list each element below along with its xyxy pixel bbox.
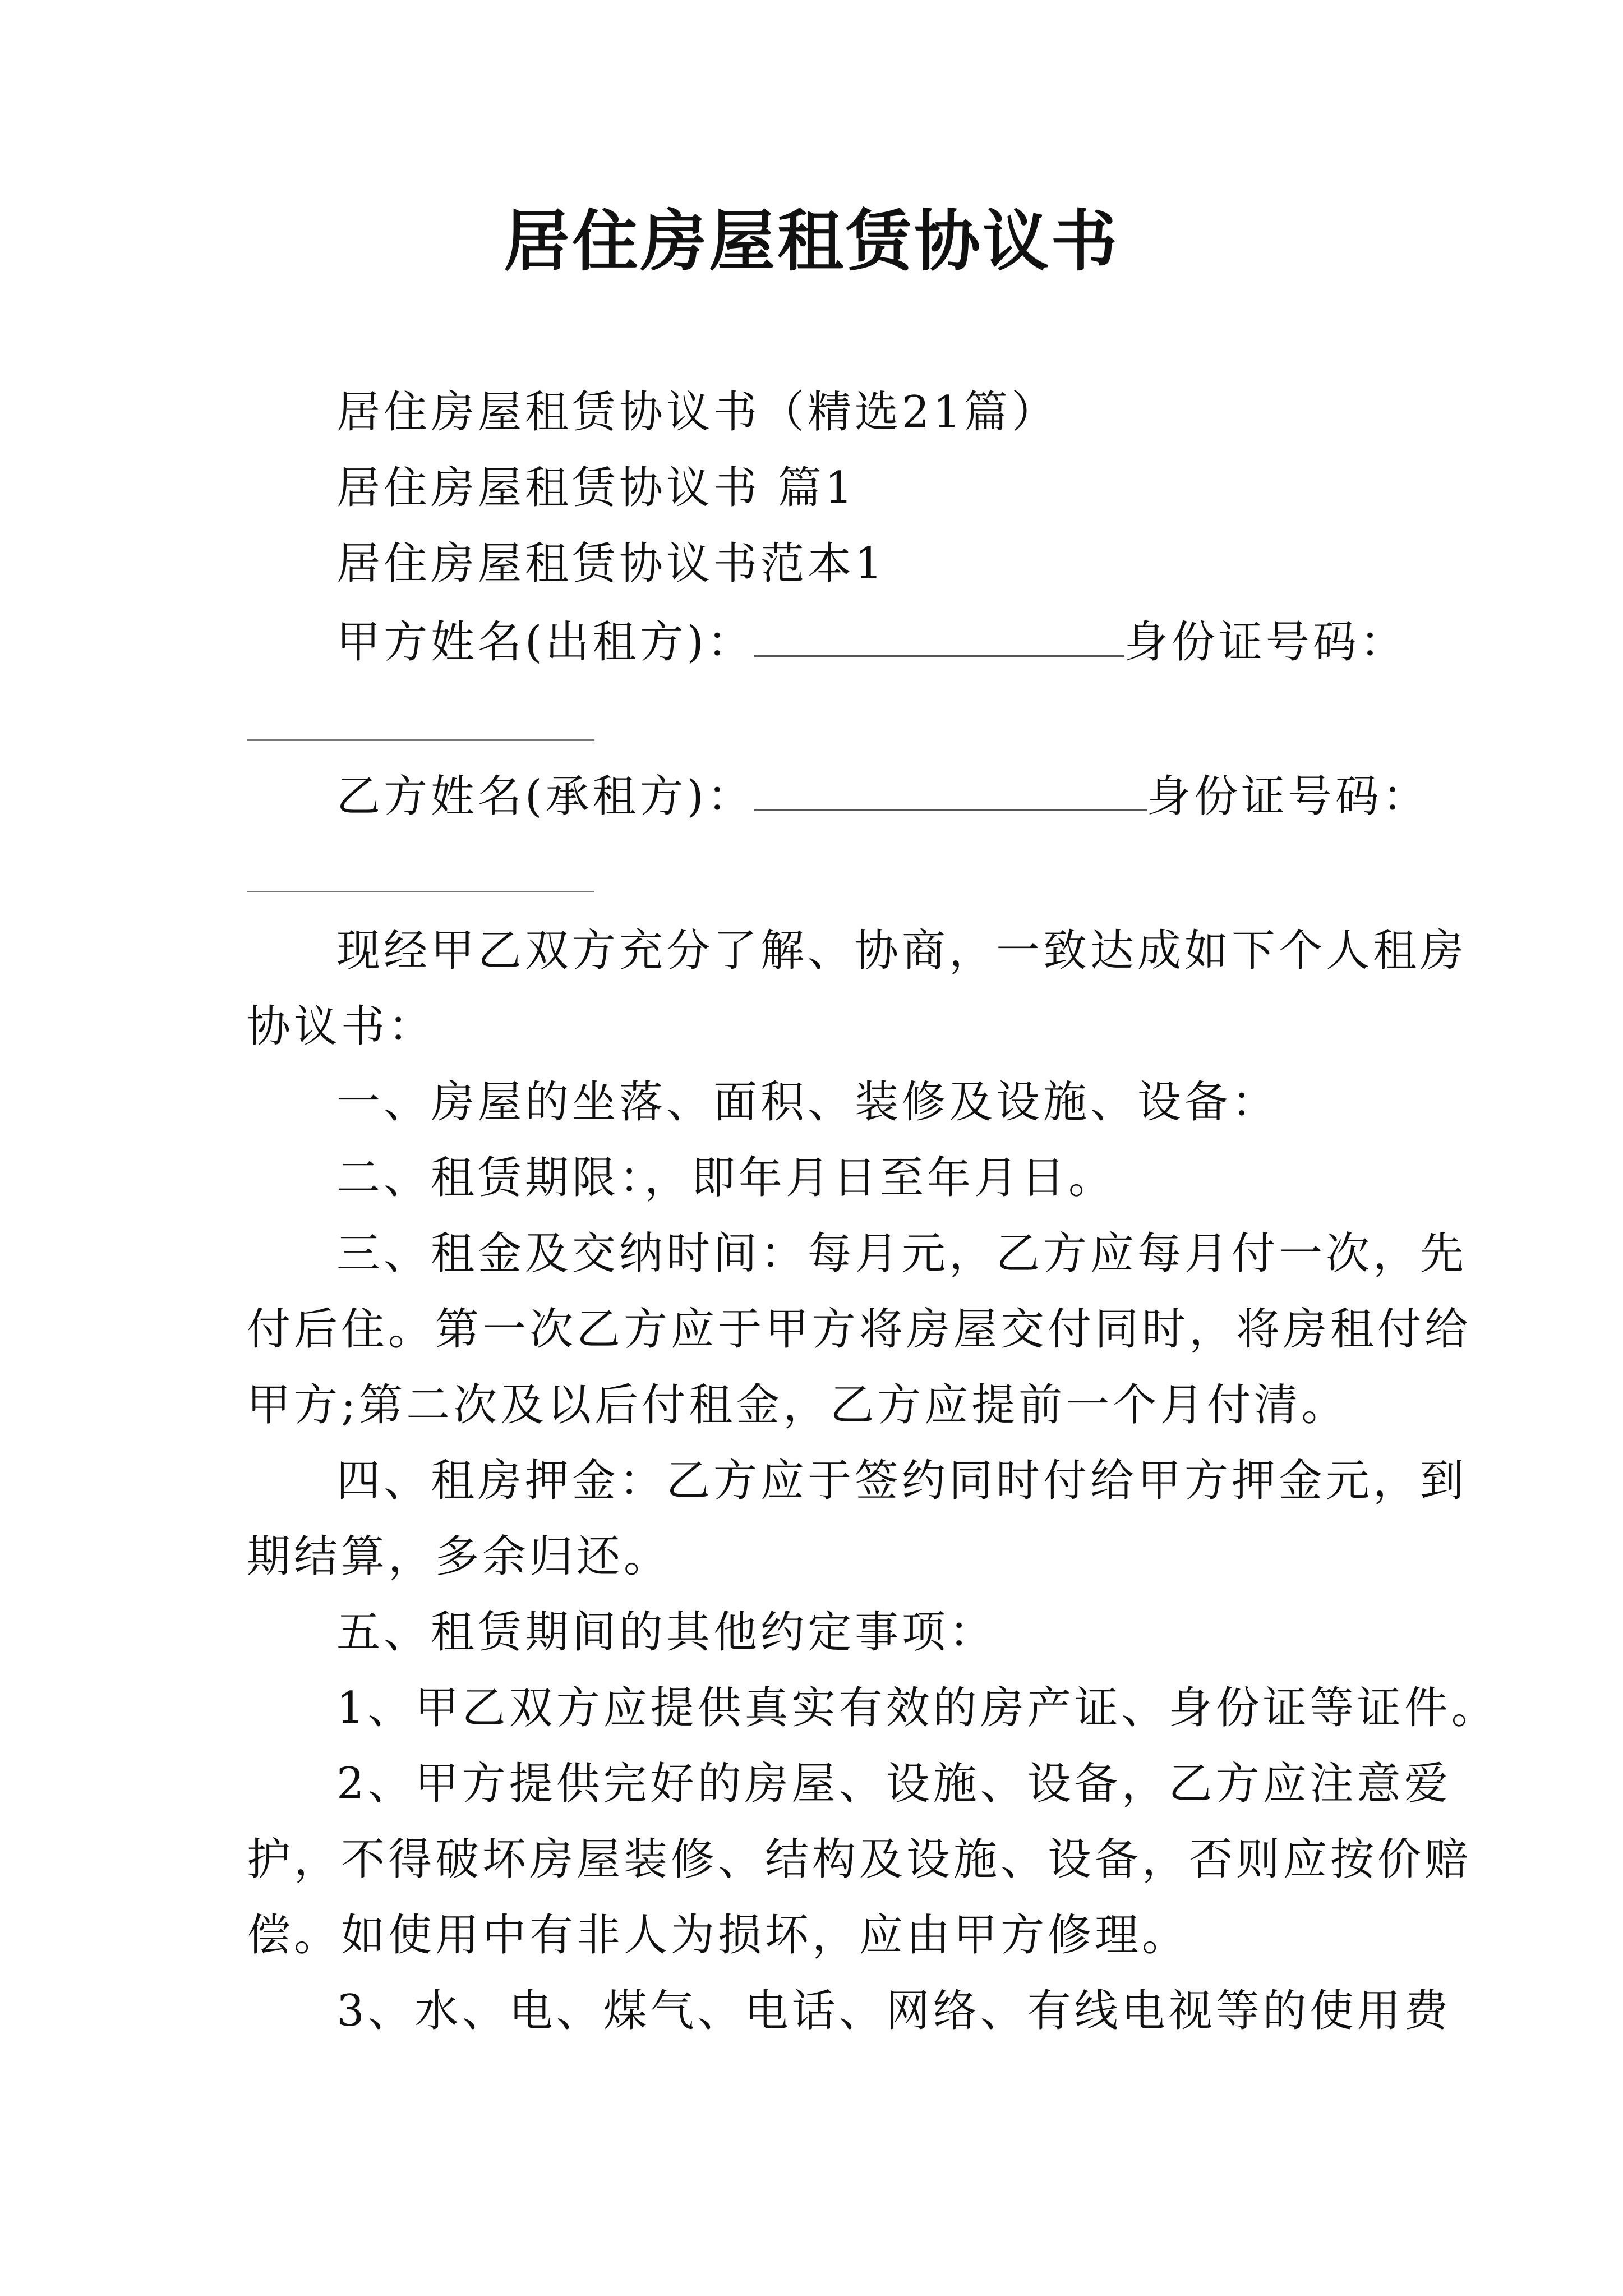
sub-item-3-line-1: 3、水、电、煤气、电话、网络、有线电视等的使用费	[336, 1986, 1451, 2036]
sub-item-2-line-1: 2、甲方提供完好的房屋、设施、设备，乙方应注意爱	[336, 1759, 1451, 1809]
party-a-id-label: 身份证号码：	[1124, 617, 1407, 668]
party-b-label: 乙方姓名(承租方)：	[336, 771, 754, 822]
subtitle-collection: 居住房屋租赁协议书（精选21篇）	[336, 387, 1059, 438]
party-b-id-label: 身份证号码：	[1146, 771, 1430, 822]
party-a-name-blank	[754, 616, 1124, 657]
sub-item-2-line-2: 护，不得破坏房屋装修、结构及设施、设备，否则应按价赔	[247, 1834, 1472, 1885]
clause-5: 五、租赁期间的其他约定事项：	[336, 1607, 997, 1658]
party-b-id-blank	[247, 891, 594, 892]
clause-3-line-1: 三、租金及交纳时间：每月元，乙方应每月付一次，先	[336, 1228, 1468, 1279]
clause-2: 二、租赁期限：，即年月日至年月日。	[336, 1153, 1116, 1203]
sub-item-2-line-3: 偿。如使用中有非人为损坏，应由甲方修理。	[247, 1910, 1189, 1961]
party-a-row	[336, 614, 1407, 670]
clause-3-line-2: 付后住。第一次乙方应于甲方将房屋交付同时，将房租付给	[247, 1304, 1472, 1355]
clause-4-line-1: 四、租房押金：乙方应于签约同时付给甲方押金元，到	[336, 1456, 1468, 1506]
party-b-name-blank	[754, 770, 1147, 811]
subtitle-part: 居住房屋租赁协议书 篇1	[336, 463, 856, 513]
clause-1: 一、房屋的坐落、面积、装修及设施、设备：	[336, 1077, 1279, 1128]
intro-line-1: 现经甲乙双方充分了解、协商，一致达成如下个人租房	[336, 926, 1468, 976]
subtitle-template: 居住房屋租赁协议书范本1	[336, 539, 886, 589]
party-b-row	[336, 769, 1430, 825]
document-title: 居住房屋租赁协议书	[503, 203, 1119, 280]
clause-3-line-3: 甲方;第二次及以后付租金，乙方应提前一个月付清。	[247, 1380, 1349, 1430]
party-a-id-blank	[247, 739, 594, 741]
party-a-label: 甲方姓名(出租方)：	[336, 617, 754, 668]
intro-line-2: 协议书：	[247, 1001, 436, 1052]
clause-4-line-2: 期结算，多余归还。	[247, 1531, 671, 1582]
sub-item-1: 1、甲乙双方应提供真实有效的房产证、身份证等证件。	[336, 1683, 1498, 1733]
